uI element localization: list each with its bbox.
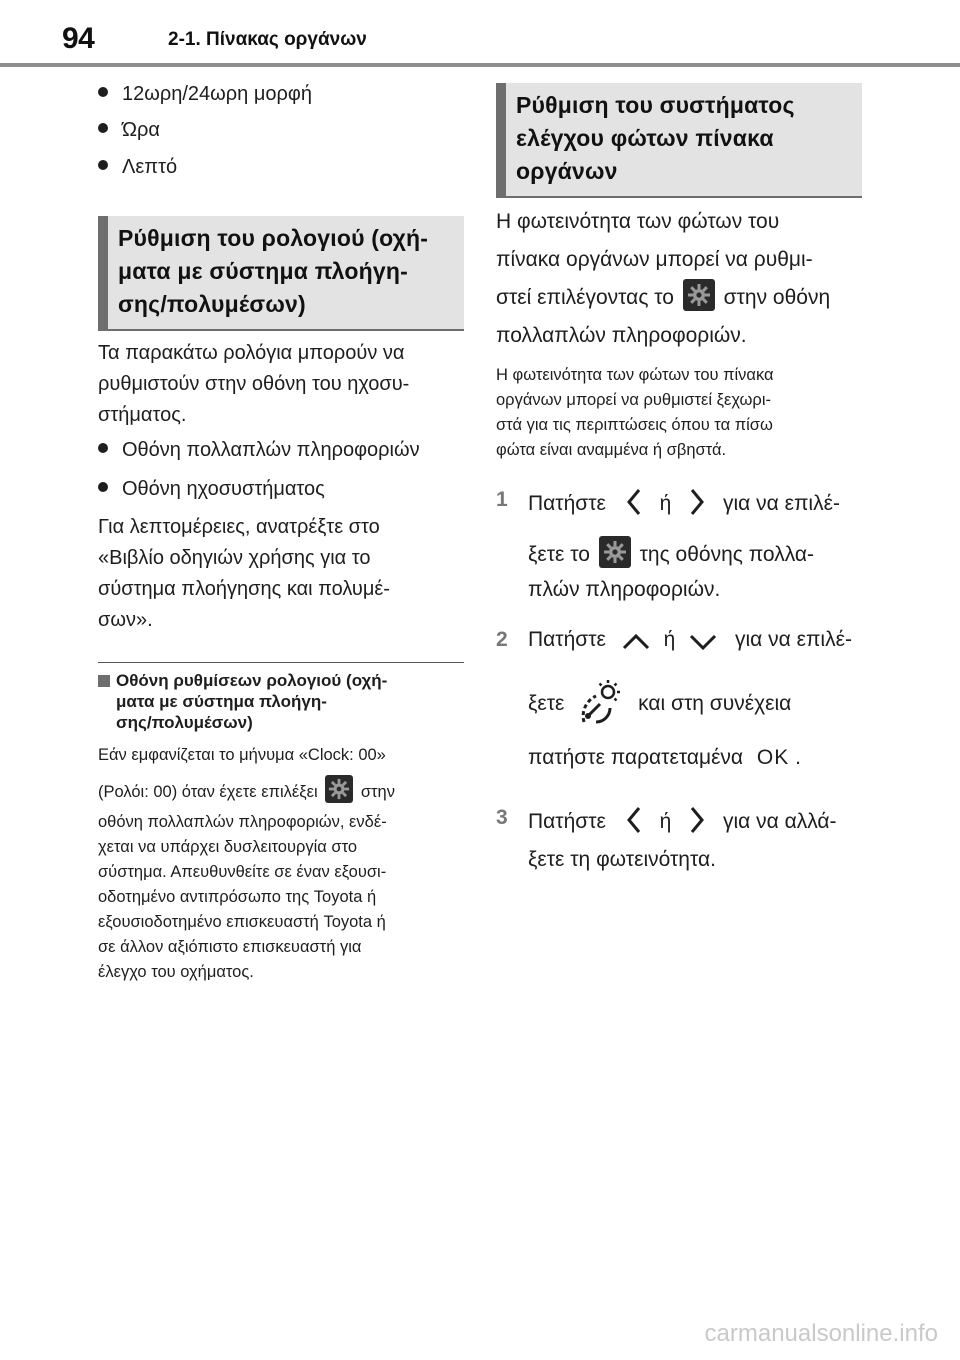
bullet-dot	[98, 123, 108, 133]
gear-icon	[325, 775, 353, 803]
page-number: 94	[62, 22, 95, 55]
chevron-down-icon	[689, 632, 717, 658]
ok-button-label: OK	[756, 746, 790, 769]
bullet-dot	[98, 87, 108, 97]
header-divider	[0, 63, 960, 67]
page-header	[0, 0, 960, 66]
bullet-dot	[98, 160, 108, 170]
watermark: carmanualsonline.info	[704, 1320, 938, 1347]
bullet-item: Οθόνη ηχοσυστήματος	[98, 477, 325, 501]
bullet-item: Ώρα	[98, 118, 160, 142]
step-number: 1	[496, 488, 508, 511]
chevron-right-icon	[689, 806, 705, 840]
clock-intro-text: Τα παρακάτω ρολόγια μπορούν να ρυθμιστούν στην οθόνη του ηχοσυ- στήματος.	[98, 342, 410, 426]
chevron-left-icon	[626, 488, 642, 522]
subsection-divider	[98, 662, 464, 663]
bullet-item: Λεπτό	[98, 155, 177, 179]
dimmer-light-icon	[576, 678, 626, 734]
chevron-up-icon	[622, 632, 650, 658]
panel-light-note: Η φωτεινότητα των φώτων του πίνακα οργάνων μπορεί να ρυθμιστεί ξεχωρι- στά για τις περιπτώσεις όπου τα πίσω φώτα είναι αναμμένα ή σβηστά.	[496, 366, 774, 459]
square-marker-icon	[98, 675, 110, 687]
clock-note-text: Εάν εμφανίζεται το μήνυμα «Clock: 00» (Ρολόι: 00) όταν έχετε επιλέξει στην οθόνη πολλαπλών πληροφοριών, ενδέ- χεται να υπάρχει δυσλειτουργία στο σύστημα. Απευθυνθείτε σε έναν εξουσι- οδοτημένο αντιπρόσωπο της Toyota ή εξουσιοδοτημένο επισκευαστή Toyota ή σε άλλον αξιόπιστο επισκευαστή για έλεγχο του οχήματος.	[98, 746, 395, 981]
chevron-right-icon	[689, 488, 705, 522]
bullet-dot	[98, 443, 108, 453]
step-number: 3	[496, 806, 508, 829]
bullet-dot	[98, 482, 108, 492]
chevron-left-icon	[626, 806, 642, 840]
reference-text: Για λεπτομέρειες, ανατρέξτε στο «Βιβλίο οδηγιών χρήσης για το σύστημα πλοήγησης και πολυμέ- σων».	[98, 516, 390, 631]
section-title: 2-1. Πίνακας οργάνων	[168, 29, 367, 50]
gear-icon	[599, 536, 631, 568]
clock-screen-subheading: Οθόνη ρυθμίσεων ρολογιού (οχή- ματα με σύστημα πλοήγη- σης/πολυμέσων)	[98, 670, 464, 733]
bullet-item: 12ωρη/24ωρη μορφή	[98, 82, 312, 106]
step-number: 2	[496, 628, 508, 651]
gear-icon	[683, 279, 715, 311]
clock-setting-heading: Ρύθμιση του ρολογιού (οχή- ματα με σύστημα πλοήγη- σης/πολυμέσων)	[98, 216, 464, 331]
bullet-item: Οθόνη πολλαπλών πληροφοριών	[98, 438, 420, 462]
panel-light-intro: Η φωτεινότητα των φώτων του πίνακα οργάνων μπορεί να ρυθμι- στεί επιλέγοντας το στην οθόνη πολλαπλών πληροφοριών.	[496, 210, 831, 347]
panel-light-heading: Ρύθμιση του συστήματος ελέγχου φώτων πίνακα οργάνων	[496, 83, 862, 198]
